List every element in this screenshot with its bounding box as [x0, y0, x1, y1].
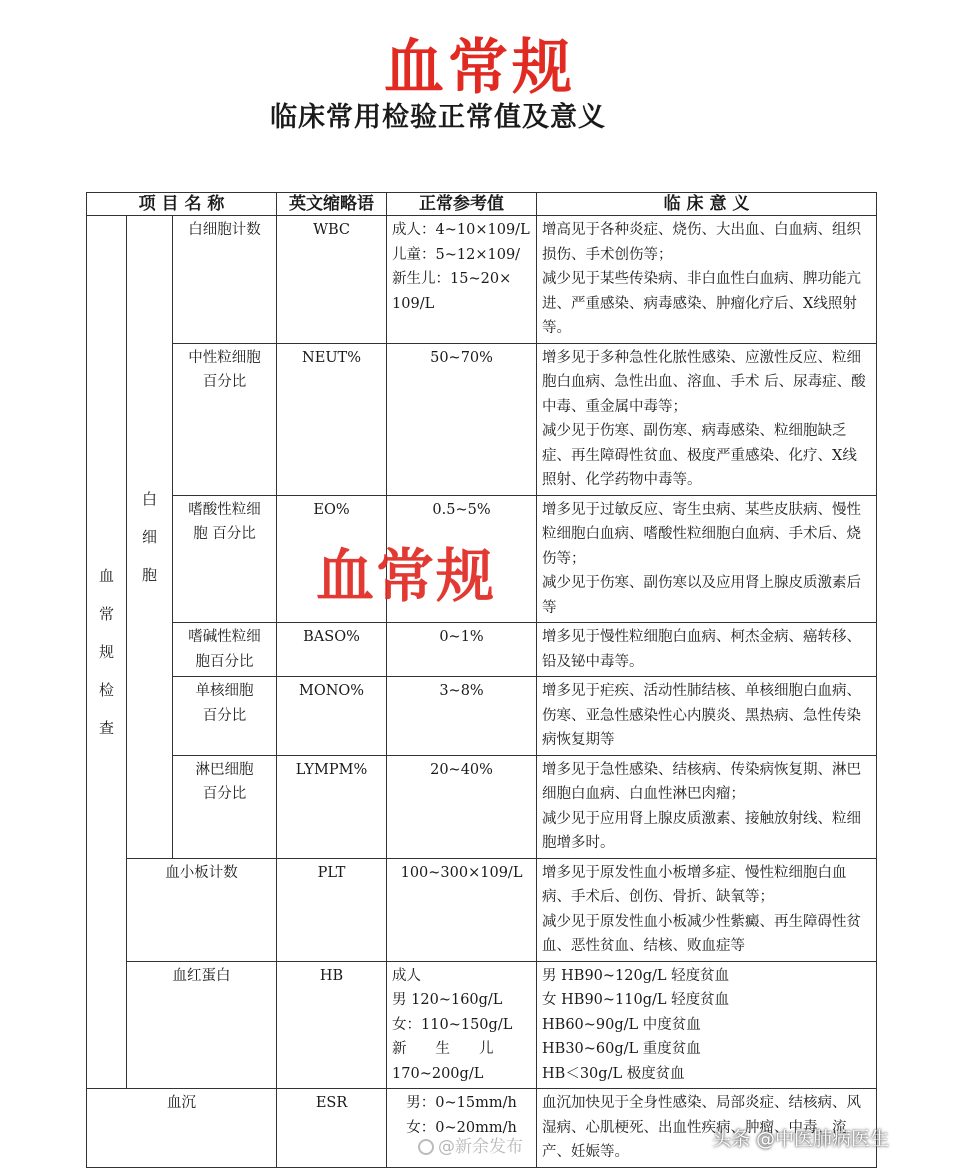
item-name: 白细胞计数: [173, 216, 277, 344]
item-abbr: LYMPM%: [277, 755, 387, 858]
group-blood-routine: 血常规检查: [87, 216, 127, 1089]
page-title: 血常规: [384, 33, 576, 103]
item-significance: 增多见于多种急性化脓性感染、应激性反应、粒细胞白血病、急性出血、溶血、手术 后、尿毒症、酸中毒、重金属中毒等； 减少见于伤寒、副伤寒、病毒感染、粒细胞缺乏症、再生障碍性贫血、极度严重感染、化疗、X线照射、化学药物中毒等。: [537, 343, 877, 495]
watermark-text: 血常规: [316, 542, 497, 610]
item-abbr: BASO%: [277, 623, 387, 677]
item-normal: 50~70%: [387, 343, 537, 495]
header-normal-value: 正常参考值: [387, 193, 537, 216]
header-item-name: 项 目 名 称: [87, 193, 277, 216]
lab-reference-table: [86, 192, 877, 1168]
toutiao-credit: 头条 @中医肺病医生: [712, 1128, 890, 1150]
item-normal: 0.5~5%: [387, 495, 537, 623]
table-row: [87, 755, 877, 858]
item-normal: 100~300×109/L: [387, 858, 537, 961]
table-row: [87, 623, 877, 677]
item-abbr: HB: [277, 961, 387, 1089]
item-significance: 增多见于慢性粒细胞白血病、柯杰金病、癌转移、铅及铋中毒等。: [537, 623, 877, 677]
item-normal: 男：0~15mm/h 女：0~20mm/h: [387, 1089, 537, 1168]
item-significance: 增高见于各种炎症、烧伤、大出血、白血病、组织损伤、手术创伤等； 减少见于某些传染病、非白血性白血病、脾功能亢进、严重感染、病毒感染、肿瘤化疗后、X线照射等。: [537, 216, 877, 344]
item-normal: 0~1%: [387, 623, 537, 677]
item-normal: 20~40%: [387, 755, 537, 858]
page-subtitle: 临床常用检验正常值及意义: [270, 102, 606, 133]
item-name: 淋巴细胞 百分比: [173, 755, 277, 858]
item-name: 血红蛋白: [127, 961, 277, 1089]
item-normal: 成人：4~10×109/L 儿童：5~12×109/ 新生儿：15~20× 109/L: [387, 216, 537, 344]
group-white-cells: 白细胞: [127, 216, 173, 859]
item-name: 中性粒细胞 百分比: [173, 343, 277, 495]
item-significance: 血沉加快见于全身性感染、局部炎症、结核病、风湿病、心肌梗死、出血性疾病、肿瘤、中毒、流产、妊娠等。: [537, 1089, 877, 1168]
item-significance: 增多见于原发性血小板增多症、慢性粒细胞白血病、手术后、创伤、骨折、缺氧等； 减少见于原发性血小板减少性紫癜、再生障碍性贫血、恶性贫血、结核、败血症等: [537, 858, 877, 961]
header-significance: 临 床 意 义: [537, 193, 877, 216]
item-abbr: MONO%: [277, 677, 387, 756]
item-abbr: PLT: [277, 858, 387, 961]
item-significance: 男 HB90~120g/L 轻度贫血 女 HB90~110g/L 轻度贫血 HB60~90g/L 中度贫血 HB30~60g/L 重度贫血 HB＜30g/L 极度贫血: [537, 961, 877, 1089]
weibo-icon: [418, 1139, 434, 1155]
table-row: [87, 343, 877, 495]
item-normal: 3~8%: [387, 677, 537, 756]
header-abbr: 英文缩略语: [277, 193, 387, 216]
table-row: [87, 216, 877, 344]
item-significance: 增多见于过敏反应、寄生虫病、某些皮肤病、慢性粒细胞白血病、嗜酸性粒细胞白血病、手术后、烧伤等； 减少见于伤寒、副伤寒以及应用肾上腺皮质激素后等: [537, 495, 877, 623]
table-row: [87, 677, 877, 756]
item-abbr: ESR: [277, 1089, 387, 1168]
table-row: [87, 961, 877, 1089]
item-significance: 增多见于疟疾、活动性肺结核、单核细胞白血病、伤寒、亚急性感染性心内膜炎、黑热病、急性传染病恢复期等: [537, 677, 877, 756]
item-name: 血小板计数: [127, 858, 277, 961]
table-header-row: [87, 193, 877, 216]
item-normal: 成人 男 120~160g/L 女：110~150g/L 新 生 儿 170~200g/L: [387, 961, 537, 1089]
item-abbr: EO%: [277, 495, 387, 623]
table-row: [87, 858, 877, 961]
item-name: 单核细胞 百分比: [173, 677, 277, 756]
item-abbr: NEUT%: [277, 343, 387, 495]
item-name: 嗜碱性粒细 胞百分比: [173, 623, 277, 677]
item-name: 嗜酸性粒细 胞 百分比: [173, 495, 277, 623]
item-abbr: WBC: [277, 216, 387, 344]
item-name: 血沉: [87, 1089, 277, 1168]
weibo-credit: @新余发布: [418, 1132, 523, 1157]
item-significance: 增多见于急性感染、结核病、传染病恢复期、淋巴细胞白血病、白血性淋巴肉瘤； 减少见于应用肾上腺皮质激素、接触放射线、粒细胞增多时。: [537, 755, 877, 858]
